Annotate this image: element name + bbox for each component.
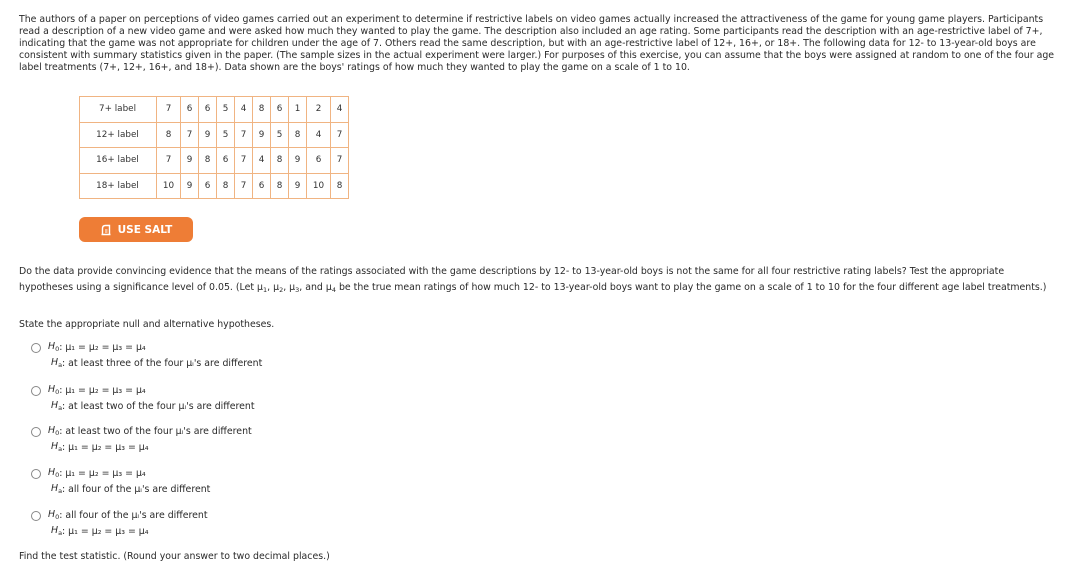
hypotheses-prompt: State the appropriate null and alternative hypotheses. <box>19 319 275 330</box>
table-cell: 9 <box>289 173 307 199</box>
table-cell: 4 <box>253 148 271 174</box>
table-cell: 1 <box>289 97 307 123</box>
ha-symbol: $H_a$ <box>51 483 63 495</box>
table-cell: 4 <box>307 122 331 148</box>
use-salt-button[interactable] <box>79 217 193 242</box>
table-cell: 10 <box>157 173 181 199</box>
table-cell: 4 <box>235 97 253 123</box>
table-cell: 8 <box>217 173 235 199</box>
h0-symbol: $H_0$ <box>48 341 60 353</box>
ha-symbol: $H_a$ <box>51 441 63 453</box>
hypothesis-option[interactable] <box>31 340 262 372</box>
radio-button[interactable] <box>31 343 41 353</box>
radio-button[interactable] <box>31 511 41 521</box>
use-salt-label: USE SALT <box>117 223 173 236</box>
table-cell: 4 <box>331 97 349 123</box>
table-cell: 7 <box>235 173 253 199</box>
table-cell: 9 <box>181 173 199 199</box>
table-cell: 6 <box>199 97 217 123</box>
table-cell: 7 <box>157 97 181 123</box>
h0-statement: : at least two of the four μᵢ's are different <box>59 426 252 437</box>
radio-button[interactable] <box>31 469 41 479</box>
table-cell: 8 <box>271 148 289 174</box>
table-cell: 6 <box>253 173 271 199</box>
table-cell: 9 <box>253 122 271 148</box>
h0-statement: : μ₁ = μ₂ = μ₃ = μ₄ <box>59 342 146 353</box>
h0-statement: : μ₁ = μ₂ = μ₃ = μ₄ <box>59 385 146 396</box>
table-cell: 6 <box>181 97 199 123</box>
table-cell: 6 <box>307 148 331 174</box>
table-cell: 5 <box>271 122 289 148</box>
table-cell: 8 <box>199 148 217 174</box>
table-cell: 8 <box>157 122 181 148</box>
row-label: 12+ label <box>80 122 157 148</box>
test-statistic-prompt: Find the test statistic. (Round your answer to two decimal places.) <box>19 551 330 562</box>
radio-button[interactable] <box>31 386 41 396</box>
ha-statement: : at least three of the four μᵢ's are different <box>62 358 263 369</box>
ha-symbol: $H_a$ <box>51 357 63 369</box>
ha-statement: : all four of the μᵢ's are different <box>62 484 211 495</box>
row-label: 16+ label <box>80 148 157 174</box>
table-cell: 7 <box>235 122 253 148</box>
table-cell: 6 <box>199 173 217 199</box>
question-text: Do the data provide convincing evidence that the means of the ratings associated with the game descriptions by 12- to 13-year-old boys is not the same for all four restrictive rating labels? Test the appropriate hypotheses using a significance level of 0.05. (Let $\mu_1$, $\mu_2$, $\mu_3$, and $\mu_4$ be the true mean ratings of how much 12- to 13-year-old boys want to play the game on a scale of 1 to 10 for the four different age label treatments.) <box>19 266 1047 294</box>
table-cell: 7 <box>181 122 199 148</box>
hypothesis-option[interactable] <box>31 383 255 415</box>
table-row <box>80 173 349 199</box>
ha-statement: : at least two of the four μᵢ's are different <box>62 401 255 412</box>
table-row <box>80 122 349 148</box>
table-cell: 6 <box>217 148 235 174</box>
table-cell: 7 <box>235 148 253 174</box>
table-cell: 7 <box>331 122 349 148</box>
table-cell: 9 <box>199 122 217 148</box>
table-cell: 7 <box>157 148 181 174</box>
h0-symbol: $H_0$ <box>48 509 60 521</box>
table-cell: 7 <box>331 148 349 174</box>
ha-symbol: $H_a$ <box>51 525 63 537</box>
salt-icon <box>100 224 112 236</box>
table-cell: 9 <box>181 148 199 174</box>
hypothesis-option[interactable] <box>31 508 208 540</box>
problem-intro: The authors of a paper on perceptions of video games carried out an experiment to determine if restrictive labels on video games actually increased the attractiveness of the game for young game players. Participants read a description of a new video game and were asked how much they wanted to play the game. The description also included an age rating. Some participants read the description with an age-restrictive label of 7+, indicating that the game was not appropriate for children under the age of 7. Others read the same description, but with an age-restrictive label of 12+, 16+, or 18+. The following data for 12- to 13-year-old boys are consistent with summary statistics given in the paper. (The sample sizes in the actual experiment were larger.) For purposes of this exercise, you can assume that the boys were assigned at random to one of the four age label treatments (7+, 12+, 16+, and 18+). Data shown are the boys' ratings of how much they wanted to play the game on a scale of 1 to 10. <box>19 14 1055 73</box>
ha-statement: : μ₁ = μ₂ = μ₃ = μ₄ <box>62 442 149 453</box>
table-cell: 8 <box>271 173 289 199</box>
table-cell: 8 <box>331 173 349 199</box>
h0-symbol: $H_0$ <box>48 467 60 479</box>
table-cell: 2 <box>307 97 331 123</box>
ratings-table <box>79 96 349 199</box>
table-cell: 6 <box>271 97 289 123</box>
hypothesis-option[interactable] <box>31 424 252 456</box>
table-row <box>80 97 349 123</box>
h0-symbol: $H_0$ <box>48 384 60 396</box>
row-label: 18+ label <box>80 173 157 199</box>
table-row <box>80 148 349 174</box>
ha-symbol: $H_a$ <box>51 400 63 412</box>
table-cell: 10 <box>307 173 331 199</box>
ha-statement: : μ₁ = μ₂ = μ₃ = μ₄ <box>62 526 149 537</box>
table-cell: 8 <box>253 97 271 123</box>
radio-button[interactable] <box>31 427 41 437</box>
table-cell: 5 <box>217 122 235 148</box>
h0-symbol: $H_0$ <box>48 425 60 437</box>
h0-statement: : μ₁ = μ₂ = μ₃ = μ₄ <box>59 468 146 479</box>
table-cell: 9 <box>289 148 307 174</box>
h0-statement: : all four of the μᵢ's are different <box>59 510 208 521</box>
hypothesis-option[interactable] <box>31 466 210 498</box>
table-cell: 8 <box>289 122 307 148</box>
table-cell: 5 <box>217 97 235 123</box>
row-label: 7+ label <box>80 97 157 123</box>
